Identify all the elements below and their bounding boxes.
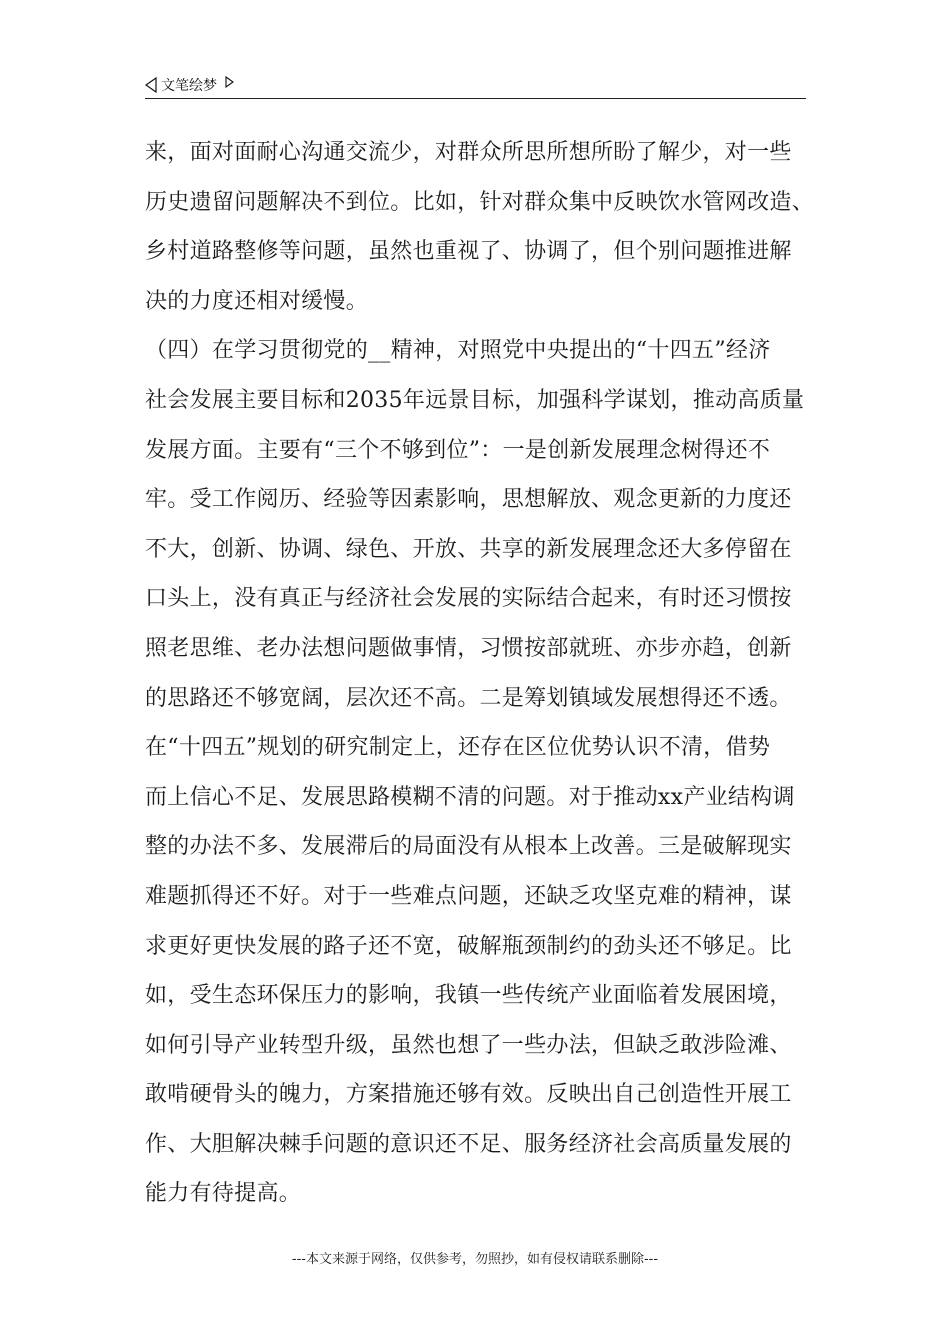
- text-line: 牢。受工作阅历、经验等因素影响，思想解放、观念更新的力度还: [145, 487, 792, 513]
- text-line: 在“十四五”规划的研究制定上，还存在区位优势认识不清，借势: [145, 735, 771, 761]
- text-line: 而上信心不足、发展思路模糊不清的问题。对于推动xx产业结构调: [145, 784, 795, 810]
- text-line: 的思路还不够宽阔，层次还不高。二是筹划镇域发展想得还不透。: [145, 685, 792, 711]
- text-line: 决的力度还相对缓慢。: [145, 288, 369, 314]
- text-line: 求更好更快发展的路子还不宽，破解瓶颈制约的劲头还不够足。比: [145, 933, 792, 959]
- text-line: 历史遗留问题解决不到位。比如，针对群众集中反映饮水管网改造、: [145, 189, 815, 215]
- text-line: 如，受生态环保压力的影响，我镇一些传统产业面临着发展困境，: [145, 983, 792, 1009]
- text-line: 发展方面。主要有“三个不够到位”：一是创新发展理念树得还不: [145, 437, 771, 463]
- text-line: 如何引导产业转型升级，虽然也想了一些办法，但缺乏敢涉险滩、: [145, 1032, 792, 1058]
- text-line: （四）在学习贯彻党的__精神，对照党中央提出的“十四五”经济: [145, 338, 771, 364]
- triangle-left-icon: [145, 77, 157, 93]
- text-line: 作、大胆解决棘手问题的意识还不足、服务经济社会高质量发展的: [145, 1131, 792, 1157]
- page-header: [145, 72, 806, 99]
- text-line: 敢啃硬骨头的魄力，方案措施还够有效。反映出自己创造性开展工: [145, 1082, 792, 1108]
- text-line: 不大，创新、协调、绿色、开放、共享的新发展理念还大多停留在: [145, 536, 792, 562]
- header-brand: [145, 75, 234, 95]
- text-line: 社会发展主要目标和2035年远景目标，加强科学谋划，推动高质量: [145, 387, 805, 413]
- header-brand-text: 文笔绘梦: [161, 78, 217, 94]
- triangle-right-icon: [225, 76, 234, 88]
- text-line: 能力有待提高。: [145, 1181, 302, 1207]
- text-line: 照老思维、老办法想问题做事情，习惯按部就班、亦步亦趋，创新: [145, 635, 792, 661]
- text-line: 乡村道路整修等问题，虽然也重视了、协调了，但个别问题推进解: [145, 239, 792, 265]
- text-line: 来，面对面耐心沟通交流少，对群众所思所想所盼了解少，对一些: [145, 140, 792, 165]
- page-footer-notice: ---本文来源于网络，仅供参考，勿照抄，如有侵权请联系删除---: [291, 1252, 659, 1267]
- text-line: 口头上，没有真正与经济社会发展的实际结合起来，有时还习惯按: [145, 586, 792, 612]
- text-line: 难题抓得还不好。对于一些难点问题，还缺乏攻坚克难的精神，谋: [145, 883, 792, 909]
- document-body: [145, 128, 815, 1219]
- text-line: 整的办法不多、发展滞后的局面没有从根本上改善。三是破解现实: [145, 834, 792, 860]
